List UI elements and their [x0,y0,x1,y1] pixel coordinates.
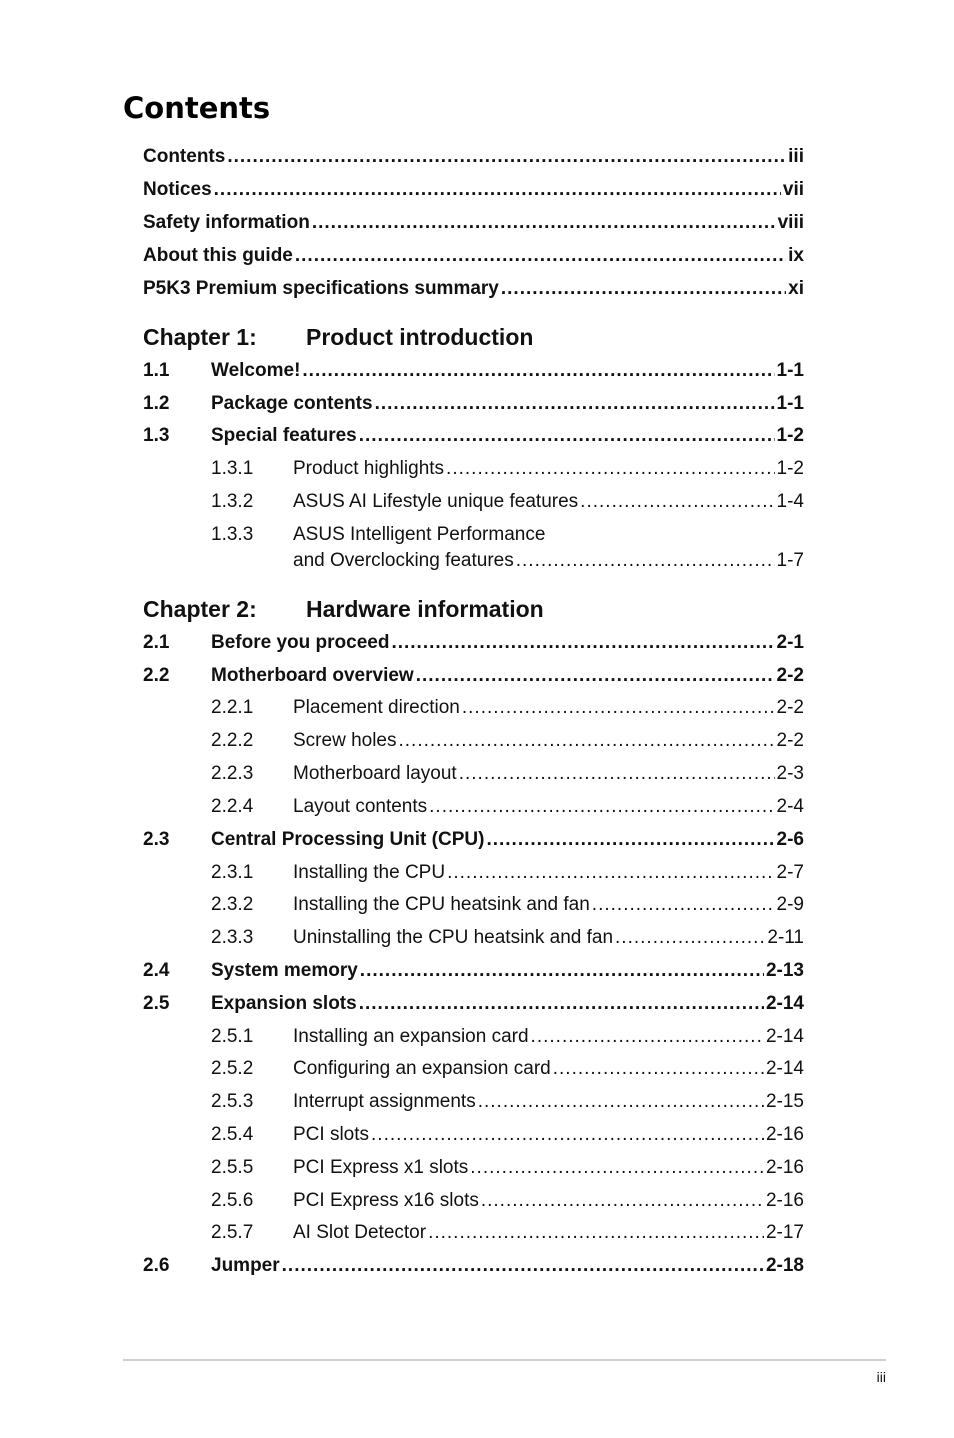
dot-leader [478,1089,764,1115]
dot-leader [312,210,776,236]
toc-entry-page: 2-16 [765,1124,804,1145]
toc-entry-page: 2-13 [765,960,804,981]
toc-entry[interactable] [143,630,804,656]
toc-entry[interactable] [143,1024,804,1050]
toc-entry-title: ASUS AI Lifestyle unique features [293,491,579,512]
toc-entry[interactable] [143,991,804,1017]
toc-entry-page: 2-9 [776,894,804,915]
toc-entry-page: viii [777,212,804,233]
toc-entry-page: 2-2 [776,730,804,751]
toc-entry-title: Installing an expansion card [293,1026,529,1047]
dot-leader [429,794,774,820]
toc-entry[interactable] [143,1253,804,1279]
dot-leader [416,663,775,689]
toc-entry-title: Package contents [211,393,373,414]
toc-entry-number: 1.3 [143,425,170,446]
toc-entry-page: 2-17 [765,1222,804,1243]
dot-leader [615,925,765,951]
toc-entry-page: 2-16 [765,1157,804,1178]
toc-entry-number: 2.5.6 [211,1190,254,1211]
dot-leader [399,728,775,754]
dot-leader [446,456,774,482]
toc-entry-title: Contents [143,146,226,167]
dot-leader [295,243,786,269]
dot-leader [447,860,774,886]
page-title: Contents [123,91,271,125]
toc-entry-page: 2-15 [765,1091,804,1112]
toc-entry[interactable] [143,663,804,689]
toc-entry[interactable] [143,210,804,236]
dot-leader [481,1188,764,1214]
toc-entry-page: 2-11 [767,927,804,948]
dot-leader [531,1024,764,1050]
toc-entry-title: Before you proceed [211,632,390,653]
toc-entry[interactable] [143,695,804,721]
toc-entry-number: 2.5.5 [211,1157,254,1178]
dot-leader [470,1155,764,1181]
toc-entry-title: Product highlights [293,458,445,479]
toc-entry-number: 2.2.3 [211,763,254,784]
dot-leader [428,1220,764,1246]
toc-entry[interactable] [143,489,804,515]
toc-entry-number: 2.5.7 [211,1222,254,1243]
toc-entry-title: Placement direction [293,697,460,718]
toc-entry-number: 2.2.4 [211,796,254,817]
dot-leader [391,630,774,656]
toc-entry-title: Interrupt assignments [293,1091,476,1112]
toc-entry[interactable] [143,1089,804,1115]
toc-entry[interactable] [143,456,804,482]
toc-entry[interactable] [143,892,804,918]
toc-entry-page: 2-4 [776,796,804,817]
dot-leader [227,144,786,170]
toc-entry-page: 2-1 [776,632,804,653]
toc-entry[interactable] [143,276,804,302]
toc-entry-title: Safety information [143,212,310,233]
toc-entry-title: P5K3 Premium specifications summary [143,278,499,299]
dot-leader [516,548,775,574]
chapter-label: Chapter 1: [143,324,257,350]
toc-entry-number: 1.3.2 [211,491,254,512]
toc-entry-number: 1.3.1 [211,458,254,479]
toc-entry-page: 1-1 [776,393,804,414]
toc-entry[interactable] [143,391,804,417]
toc-entry-number: 2.4 [143,960,170,981]
dot-leader [553,1056,764,1082]
toc-entry-title: Welcome! [211,360,301,381]
toc-entry-title: Uninstalling the CPU heatsink and fan [293,927,614,948]
toc-entry-title: Jumper [211,1255,280,1276]
toc-entry-title: About this guide [143,245,293,266]
toc-entry[interactable] [143,1122,804,1148]
toc-entry-title: Central Processing Unit (CPU) [211,829,485,850]
dot-leader [459,761,775,787]
toc-entry[interactable] [143,860,804,886]
dot-leader [462,695,775,721]
toc-entry-title: Screw holes [293,730,397,751]
toc-entry-page: 2-6 [776,829,804,850]
toc-entry-page: 2-18 [765,1255,804,1276]
toc-entry[interactable] [143,958,804,984]
toc-entry-page: 1-7 [776,550,804,571]
toc-entry-number: 2.6 [143,1255,170,1276]
dot-leader [214,177,781,203]
toc-entry-title: Installing the CPU heatsink and fan [293,894,590,915]
toc-entry-title: PCI Express x1 slots [293,1157,469,1178]
toc-entry-number: 2.2.1 [211,697,254,718]
toc-entry-title: Special features [211,425,357,446]
toc-entry[interactable] [143,144,804,170]
toc-entry-page: ix [788,245,804,266]
toc-entry-page: 1-1 [776,360,804,381]
toc-entry-page: 2-16 [765,1190,804,1211]
toc-entry[interactable] [143,522,804,548]
toc-entry-number: 2.1 [143,632,170,653]
toc-entry[interactable] [143,1188,804,1214]
toc-entry-title: Motherboard overview [211,665,414,686]
toc-entry-page: 2-14 [765,1058,804,1079]
toc-entry-number: 2.2 [143,665,170,686]
toc-entry-page: 2-2 [776,665,804,686]
toc-entry-title: PCI slots [293,1124,370,1145]
toc-entry[interactable] [143,728,804,754]
toc-entry-number: 2.5 [143,993,170,1014]
toc-entry[interactable] [143,794,804,820]
toc-entry-number: 1.1 [143,360,170,381]
toc-entry-page: 2-2 [776,697,804,718]
toc-entry[interactable] [143,925,804,951]
toc-entry-page: 2-14 [765,1026,804,1047]
toc-entry-number: 2.3.1 [211,862,254,883]
toc-entry[interactable] [143,1056,804,1082]
dot-leader [486,827,774,853]
dot-leader [359,991,764,1017]
toc-entry-page: 1-4 [776,491,804,512]
toc-entry[interactable] [143,1155,804,1181]
toc-entry-number: 2.2.2 [211,730,254,751]
dot-leader [371,1122,764,1148]
toc-entry-title: Configuring an expansion card [293,1058,551,1079]
toc-entry-page: vii [782,179,804,200]
toc-entry-title: System memory [211,960,358,981]
toc-entry-number: 2.5.4 [211,1124,254,1145]
dot-leader [375,391,775,417]
toc-entry-number: 2.3.2 [211,894,254,915]
toc-entry-number: 2.3 [143,829,170,850]
toc-entry-page: xi [788,278,804,299]
toc-entry-number: 2.5.3 [211,1091,254,1112]
toc-entry-number: 1.3.3 [211,524,254,545]
toc-entry[interactable] [143,177,804,203]
toc-entry[interactable] [143,358,804,384]
toc-entry-page: iii [788,146,804,167]
toc-entry-title: ASUS Intelligent Performance [293,524,546,545]
dot-leader [359,423,775,449]
dot-leader [592,892,775,918]
toc-entry-page: 2-3 [776,763,804,784]
toc-entry[interactable] [143,243,804,269]
toc-entry-page: 2-14 [765,993,804,1014]
toc-entry-title: Installing the CPU [293,862,446,883]
toc-entry-number: 2.5.1 [211,1026,254,1047]
toc-entry-page: 1-2 [776,458,804,479]
page-number: iii [876,1369,886,1385]
toc-entry-title-continuation: and Overclocking features [293,550,514,571]
toc-entry-title: PCI Express x16 slots [293,1190,479,1211]
dot-leader [360,958,764,984]
toc-entry-title: Notices [143,179,212,200]
toc-entry-title: Layout contents [293,796,428,817]
dot-leader [282,1253,764,1279]
toc-entry[interactable] [143,1220,804,1246]
toc-entry-title: Motherboard layout [293,763,457,784]
toc-entry-continuation[interactable] [143,548,804,574]
toc-entry-page: 1-2 [776,425,804,446]
chapter-heading [143,322,804,352]
toc-entry[interactable] [143,761,804,787]
dot-leader [501,276,786,302]
dot-leader [580,489,774,515]
chapter-heading [143,594,804,624]
chapter-title: Hardware information [306,596,544,622]
chapter-label: Chapter 2: [143,596,257,622]
toc-entry[interactable] [143,827,804,853]
toc-entry[interactable] [143,423,804,449]
dot-leader [302,358,774,384]
footer-divider [123,1359,886,1361]
toc-entry-page: 2-7 [776,862,804,883]
toc-entry-title: AI Slot Detector [293,1222,427,1243]
toc-entry-title: Expansion slots [211,993,357,1014]
toc-entry-number: 2.3.3 [211,927,254,948]
chapter-title: Product introduction [306,324,534,350]
toc-entry-number: 2.5.2 [211,1058,254,1079]
toc-entry-number: 1.2 [143,393,170,414]
